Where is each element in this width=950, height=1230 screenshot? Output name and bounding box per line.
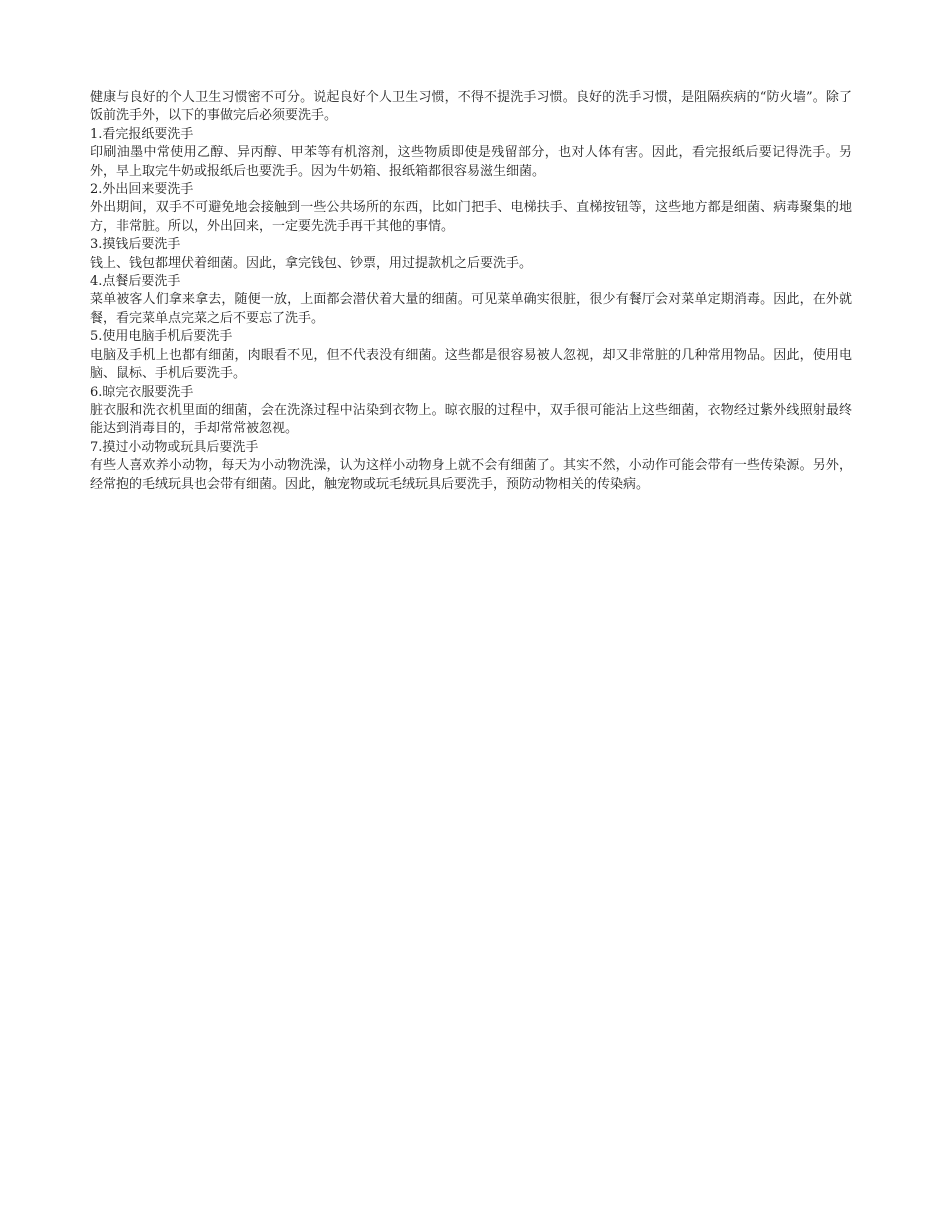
section-heading-1: 1.看完报纸要洗手 [90, 126, 194, 142]
section-heading-6: 6.晾完衣服要洗手 [90, 384, 194, 400]
intro-paragraph: 健康与良好的个人卫生习惯密不可分。说起良好个人卫生习惯，不得不提洗手习惯。良好的洗手习惯，是阻隔疾病的“防火墙”。除了饭前洗手外，以下的事做完后必须要洗手。 [90, 90, 852, 124]
section-heading-4: 4.点餐后要洗手 [90, 274, 181, 290]
section-heading-5: 5.使用电脑手机后要洗手 [90, 329, 233, 345]
section-body-3: 钱上、钱包都埋伏着细菌。因此，拿完钱包、钞票，用过提款机之后要洗手。 [90, 255, 533, 271]
section-heading-2: 2.外出回来要洗手 [90, 182, 194, 198]
section-heading-3: 3.摸钱后要洗手 [90, 237, 181, 253]
section-body-1: 印刷油墨中常使用乙醇、异丙醇、甲苯等有机溶剂，这些物质即使是残留部分，也对人体有害。因此，看完报纸后要记得洗手。另外，早上取完牛奶或报纸后也要洗手。因为牛奶箱、报纸箱都很容易滋生细菌。 [90, 145, 852, 179]
document-body [90, 89, 852, 494]
section-body-7: 有些人喜欢养小动物，每天为小动物洗澡，认为这样小动物身上就不会有细菌了。其实不然，小动作可能会带有一些传染源。另外，经常抱的毛绒玩具也会带有细菌。因此，触宠物或玩毛绒玩具后要洗手，预防动物相关的传染病。 [90, 458, 852, 492]
section-body-5: 电脑及手机上也都有细菌，肉眼看不见，但不代表没有细菌。这些都是很容易被人忽视，却又非常脏的几种常用物品。因此，使用电脑、鼠标、手机后要洗手。 [90, 347, 852, 382]
section-body-2: 外出期间，双手不可避免地会接触到一些公共场所的东西，比如门把手、电梯扶手、直梯按钮等，这些地方都是细菌、病毒聚集的地方，非常脏。所以，外出回来，一定要先洗手再干其他的事情。 [90, 200, 852, 234]
section-heading-7: 7.摸过小动物或玩具后要洗手 [90, 439, 259, 455]
section-body-6: 脏衣服和洗衣机里面的细菌，会在洗涤过程中沾染到衣物上。晾衣服的过程中，双手很可能沾上这些细菌，衣物经过紫外线照射最终能达到消毒目的，手却常常被忽视。 [90, 402, 852, 437]
section-body-4: 菜单被客人们拿来拿去，随便一放，上面都会潜伏着大量的细菌。可见菜单确实很脏，很少有餐厅会对菜单定期消毒。因此，在外就餐，看完菜单点完菜之后不要忘了洗手。 [90, 292, 852, 326]
